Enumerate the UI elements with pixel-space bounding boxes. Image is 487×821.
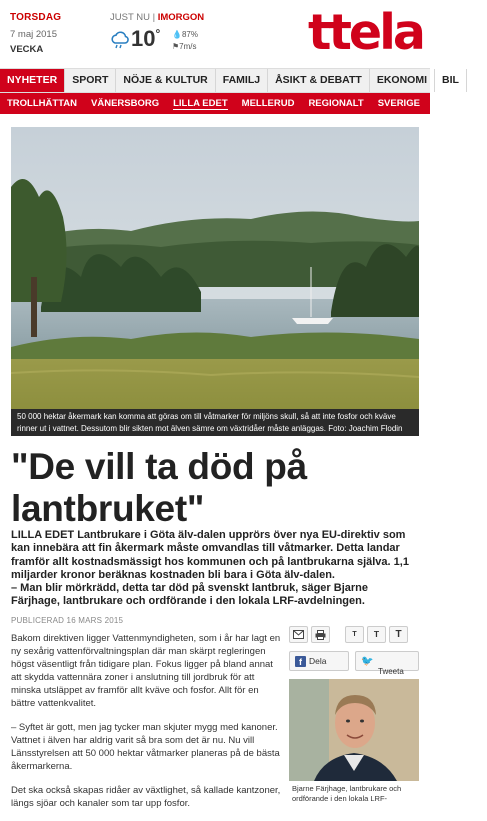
article-body <box>11 632 281 821</box>
nav-ekonomi[interactable]: EKONOMI <box>370 69 435 92</box>
article-photo[interactable] <box>11 127 419 409</box>
tool-row <box>289 626 419 643</box>
date-block <box>10 12 90 55</box>
font-size-small-button[interactable]: T <box>345 626 364 643</box>
lead-paragraph: LILLA EDET Lantbrukare i Göta älv-dalen upprörs över nya EU-direktiv som kan innebära att fin åkermark måste omvandlas till våtmarker. Detta landar framför allt kostnadsmässigt hos kommunen och på lantbrukarna själva. 1,1 miljarder kronor beräknas kostnaden bli bara i Göta älv-dalen. <box>11 529 409 581</box>
subnav-vanersborg[interactable]: VÄNERSBORG <box>91 98 160 109</box>
site-header <box>0 0 430 66</box>
headline-line-2: lantbruket" <box>11 488 205 529</box>
nav-asikt-debatt[interactable]: ÅSIKT & DEBATT <box>268 69 370 92</box>
portrait-caption: Bjarne Färjhage, lantbrukare och ordförande i den lokala LRF- <box>292 784 402 803</box>
nav-bil[interactable]: BIL <box>435 69 467 92</box>
ttela-logo[interactable]: ttela <box>308 4 423 61</box>
portrait-photo[interactable] <box>289 679 419 781</box>
humidity: 💧87% <box>172 30 198 39</box>
facebook-share-button[interactable] <box>289 651 349 671</box>
lead-quote: – Man blir mörkrädd, detta tar död på svenskt lantbruk, säger Bjarne Färjhage, lantbrukare och ordförande i den lokala LRF-avdelningen. <box>11 582 368 608</box>
weather-tomorrow-tab[interactable]: IMORGON <box>157 12 205 23</box>
subnav-lilla-edet[interactable]: LILLA EDET <box>173 98 228 109</box>
weather-widget[interactable] <box>110 12 220 56</box>
body-paragraph-2: – Syftet är gott, men jag tycker man skjuter mygg med kanoner. Vattnet i älven har aldrig varit så bra som det är nu. Nu vill Länsstyrelsen att 50 000 hektar våtmarker planeras på de bästa åkermarkerna. <box>11 722 280 772</box>
nav-sport[interactable]: SPORT <box>65 69 116 92</box>
print-icon[interactable] <box>311 626 330 643</box>
share-buttons <box>289 651 419 676</box>
main-navigation <box>0 68 459 93</box>
nav-familj[interactable]: FAMILJ <box>216 69 268 92</box>
font-size-medium-button[interactable]: T <box>367 626 386 643</box>
article-lead <box>11 529 419 609</box>
font-size-large-button[interactable]: T <box>389 626 408 643</box>
article-tools <box>289 626 419 676</box>
subnav-varlden[interactable]: VÄRLDEN <box>433 98 480 109</box>
twitter-share-label: Tweeta <box>378 667 404 676</box>
subnav-trollhattan[interactable]: TROLLHÄTTAN <box>7 98 78 109</box>
twitter-share-button[interactable] <box>355 651 419 676</box>
week-label: VECKA <box>10 44 44 55</box>
nav-nyheter[interactable]: NYHETER <box>0 69 65 92</box>
weekday: TORSDAG <box>10 12 62 23</box>
temperature: 10° <box>131 26 161 51</box>
subnav-mellerud[interactable]: MELLERUD <box>241 98 295 109</box>
nav-noje-kultur[interactable]: NÖJE & KULTUR <box>116 69 215 92</box>
photo-caption: 50 000 hektar åkermark kan komma att göras om till våtmarker för miljöns skull, så att inte fosfor och kväve rinner ut i vattnet. Dessutom blir sikten mot älven sämre om växtridåer måste anläggas. Foto: Joachim Flodin <box>11 409 419 436</box>
weather-now-tab[interactable]: JUST NU <box>110 12 150 23</box>
article-headline <box>11 446 419 530</box>
headline-line-1: "De vill ta död på <box>11 446 307 487</box>
body-paragraph-1: Bakom direktiven ligger Vattenmyndigheten, som i år har lagt en ny sexårig vattenförvaltningsplan där man skärpt regleringen högst väsentligt från tidigare plan. Fokus ligger på bland annat att skydda vattennära zoner i anslutning till jordbruk för att minska utsläppet av framför allt kväve och fosfor. Allt för en bättre vattenkvalitet. <box>11 633 281 709</box>
wind: ⚑7m/s <box>172 42 197 51</box>
subnav-regionalt[interactable]: REGIONALT <box>308 98 364 109</box>
twitter-bird-icon: 🐦 <box>361 655 374 667</box>
body-paragraph-3: Det ska också skapas ridåer av växtlighet, så kallade kantzoner, längs sjöar och kanaler som tar upp fosfor. <box>11 785 281 809</box>
facebook-share-label: Dela <box>309 656 327 666</box>
email-icon[interactable] <box>289 626 308 643</box>
weather-tabs: JUST NU | IMORGON <box>110 12 205 23</box>
facebook-icon: f <box>295 656 306 667</box>
subnav-sverige[interactable]: SVERIGE <box>377 98 420 109</box>
sub-navigation <box>0 93 480 114</box>
cloud-rain-icon <box>110 32 130 55</box>
current-date: 7 maj 2015 <box>10 29 58 40</box>
published-date: PUBLICERAD 16 MARS 2015 <box>11 616 124 625</box>
